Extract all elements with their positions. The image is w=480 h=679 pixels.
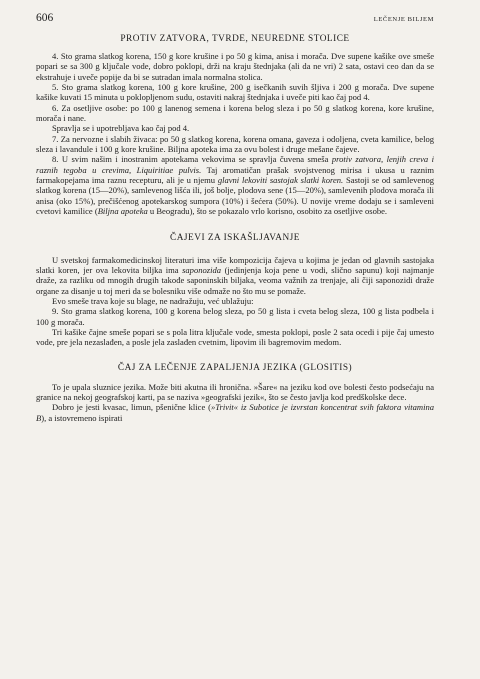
glossitis-intro: To je upala sluznice jezika. Može biti akutna ili hronična. »Šare« na jeziku kod ove bolesti često podsećaju na granice na nekoj geografskoj karti, pa se naziva »geografski jezik«, što se često javlja kod predškolske dece.: [36, 381, 434, 402]
running-head: [36, 12, 434, 30]
section-title-constipation: PROTIV ZATVORA, TVRDE, NEUREDNE STOLICE: [120, 34, 350, 44]
glossitis-advice: Dobro je jesti kvasac, limun, pšenične klice (»Trivit« iz Subotice je izvrstan koncentrat svih faktora vitamina B), a istovremeno ispirati: [36, 402, 434, 423]
recipe-6-usage: Spravlja se i upotrebljava kao čaj pod 4.: [52, 123, 190, 134]
running-title: LEČENJE BILJEM: [373, 16, 434, 23]
recipe-6: 6. Za osetljive osobe: po 100 g lanenog semena i korena belog sleza i po 50 g slatkog korena, kore krušine, morača i nane.: [36, 102, 434, 124]
recipe-9-usage: Tri kašike čajne smeše popari se s pola litra ključale vode, smesta poklopi, posle 2 sata ocedi i pije čaj umesto vode, pre jela nezaslađen, a posle jela zaslađen cvetnim, lipovim ili bagremovim medom.: [36, 326, 434, 348]
recipe-8: 8. U svim našim i inostranim apotekama vekovima se spravlja čuvena smeša protiv zatvora, lenjih creva i raznih tegoba u crevima, Liquiritiae pulvis. Taj aromatičan prašak svojstvenog mirisa i ukusa u raznim farmakopejama ima raznu recepturu, ali je u njemu glavni lekoviti sastojak slatki koren. Sastoji se od samlevenog slatkog korena (15—20%), samlevenog lišća ili, još bolje, plodova sene (15—20%), samlevenih plodova morača ili anisa (oko 15%), prečišćenog apotekarskog sumpora (10%) i šećera (50%). U novije vreme dodaju se i samleveni cvetovi kamilice (Biljna apoteka u Beogradu), što se pokazalo vrlo korisno, osobito za osetljive osobe.: [36, 154, 435, 217]
expectorant-intro: U svetskoj farmakomedicinskoj literaturi ima više kompozicija čajeva u kojima je jedan od glavnih sastojaka slatki koren, jer ova lekovita biljka ima saponozida (jedinjenja koja pene u vodi, slično sapunu) koji najmanje draže, za razliku od mnogih drugih takođe saponinskih biljaka, veoma važnih za trenjaje, ali čiji saponozidi draže organe za disanje u toj meri da se bolesniku više odmaže no što mu se pomaže.: [36, 254, 434, 296]
recipe-5: 5. Sto grama slatkog korena, 100 g kore krušine, 200 g isečkanih suvih šljiva i 200 g morača. Dve supene kašike kuvati 15 minuta u poklopljenom sudu, ostaviti nakraj štednjaka i uveče piti kao čaj pod 4.: [36, 82, 434, 103]
recipe-4: 4. Sto grama slatkog korena, 150 g kore krušine i po 50 g kima, anisa i morača. Dve supene kašike ove smeše popari se sa 300 g ključale vode, dobro poklopi, drži na kraju štednjaka (ali da ne vri) 2 sata, ostavi ceo dan da se ekstrahuje i uveče popije da bi se sutradan imala normalna stolica.: [36, 51, 434, 82]
recipe-9: 9. Sto grama slatkog korena, 100 g korena belog sleza, po 50 g lista i cveta belog sleza, 100 g lista podbela i 100 g morača.: [36, 306, 434, 327]
page-number: 606: [36, 12, 54, 24]
section-title-glossitis: ČAJ ZA LEČENJE ZAPALJENJA JEZIKA (GLOSITIS): [117, 362, 353, 373]
expectorant-lead: Evo smeše trava koje su blage, ne nadražuju, već ublažuju:: [52, 295, 254, 306]
recipe-7: 7. Za nervozne i slabih živaca: po 50 g slatkog korena, korena omana, gaveza i odoljena, cveta kamilice, belog sleza i lavandule i 100 g kore krušine. Biljna apoteka ima za ovu bolest i druge mešane čajeve.: [36, 133, 434, 155]
section-title-expectorant: ČAJEVI ZA ISKAŠLJAVANJE: [170, 232, 300, 243]
